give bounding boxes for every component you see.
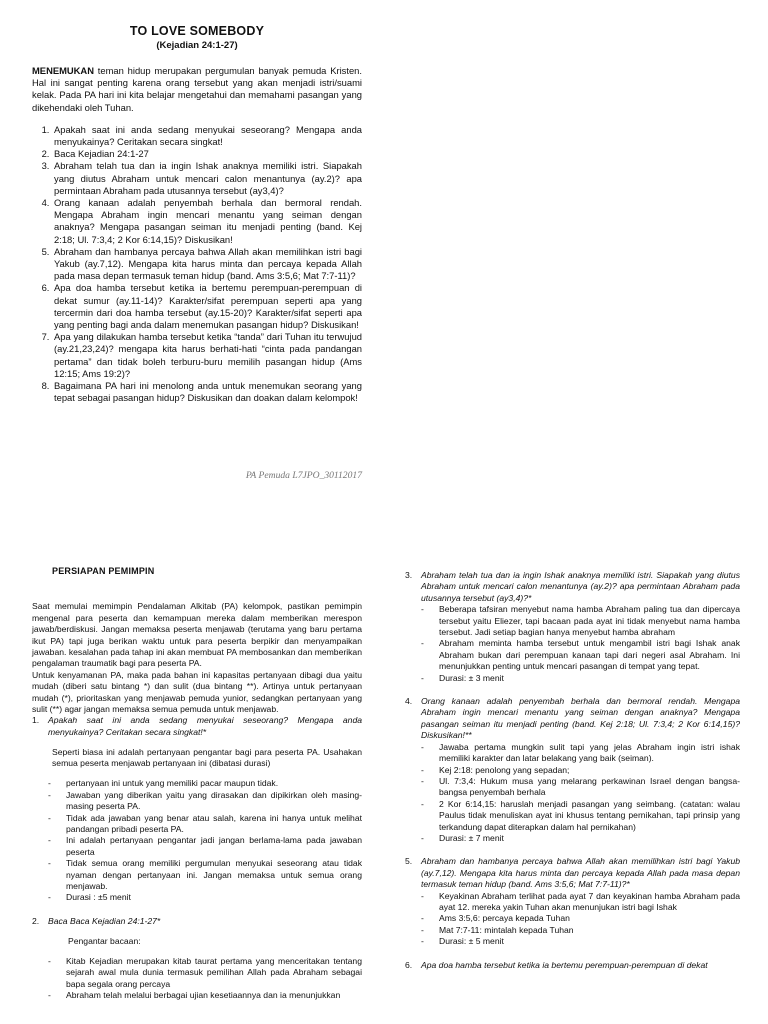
- item-notes: [48, 956, 362, 1002]
- note-bullet: - Kej 2:18: penolong yang sepadan;: [421, 765, 740, 776]
- item-number: 4.: [405, 696, 413, 707]
- scripture-reference: (Kejadian 24:1-27): [156, 40, 238, 51]
- question-item: 7. Apa yang dilakukan hamba tersebut ketika “tanda” dari Tuhan itu terwujud (ay.21,23,24)? mengapa kita harus berhati-hati “cinta pada pandangan pertama” dan tidak boleh terburu-buru memilih pasangan hidup (Ams 12:15; Ams 19:2)?: [52, 331, 362, 380]
- leader-notes-right: [405, 570, 740, 971]
- item-notes: [421, 891, 740, 948]
- note-bullet: - Durasi: ± 5 menit: [421, 936, 740, 947]
- item-number: 2.: [32, 915, 40, 926]
- leader-item: [32, 916, 362, 927]
- item-number: 1.: [32, 715, 40, 726]
- question-item: 3. Abraham telah tua dan ia ingin Ishak anaknya memiliki istri. Siapakah yang diutus Abraham untuk mencari calon menantunya (ay.2)? apa permintaan Abraham pada utusannya tersebut (ay3,4)?: [52, 160, 362, 197]
- note-bullet: - Mat 7:7-11: mintalah kepada Tuhan: [421, 925, 740, 936]
- leader-item: [405, 856, 740, 890]
- item-notes: [48, 778, 362, 903]
- note-bullet: - Durasi: ± 3 menit: [421, 673, 740, 684]
- leader-notes-left: [32, 566, 362, 1001]
- note-bullet: - 2 Kor 6:14,15: haruslah menjadi pasangan yang seimbang. (catatan: walau Paulus tidak menuliskan ayat ini khusus tentang pernikahan, tapi prinsip yang terkandung dapat diterapkan dalam hal pernikahan): [421, 799, 740, 833]
- question-item: 1. Apakah saat ini anda sedang menyukai seseorang? Mengapa anda menyukainya? Ceritakan secara singkat!: [52, 124, 362, 148]
- leader-heading: PERSIAPAN PEMIMPIN: [52, 566, 155, 576]
- note-bullet: - Ini adalah pertanyaan pengantar jadi jangan berlama-lama pada jawaban peserta: [48, 835, 362, 858]
- note-bullet: - Keyakinan Abraham terlihat pada ayat 7 dan keyakinan hamba Abraham pada ayat 12. mereka yakin Tuhan akan menunjukan istri bagi Ishak: [421, 891, 740, 914]
- question-item: 6. Apa doa hamba tersebut ketika ia bertemu perempuan-perempuan di dekat sumur (ay.11-14)? Karakter/sifat perempuan seperti apa yang tercermin dari doa hamba tersebut (ay.15-20)? Karakter/sifat seperti apa yang penting bagi anda dalam menemukan pasangan hidup? Diskusikan!: [52, 282, 362, 331]
- leader-item: [405, 570, 740, 604]
- item-question: Apa doa hamba tersebut ketika ia bertemu perempuan-perempuan di dekat: [421, 959, 708, 970]
- document-title: TO LOVE SOMEBODY: [129, 24, 265, 38]
- intro-lead-word: MENEMUKAN: [32, 65, 94, 76]
- intro-text: teman hidup merupakan pergumulan banyak pemuda Kristen. Hal ini sangat penting karena orang tersebut yang akan menjadi istri/suami kelak. Pada PA hari ini kita belajar mengetahui dan memahami pasangan yang dikehendaki oleh Tuhan.: [32, 65, 362, 113]
- question-item: 8. Bagaimana PA hari ini menolong anda untuk menemukan seorang yang tepat sebagai pasangan hidup? Diskusikan dan doakan dalam kelompok!: [52, 380, 362, 404]
- leader-item: [32, 715, 362, 738]
- item-notes: [421, 604, 740, 684]
- note-bullet: - Durasi : ±5 menit: [48, 892, 362, 903]
- item-number: 6.: [405, 959, 413, 970]
- item-question: Abraham telah tua dan ia ingin Ishak anaknya memiliki istri. Siapakah yang diutus Abraham untuk mencari calon menantunya (ay.2)? apa permintaan Abraham pada utusannya tersebut (ay3,4)?*: [421, 570, 740, 603]
- item-question: Baca Baca Kejadian 24:1-27*: [48, 915, 161, 926]
- note-bullet: - Jawaba pertama mungkin sulit tapi yang jelas Abraham ingin istri ishak memiliki karakter dan latar belakang yang baik (seiman).: [421, 742, 740, 765]
- note-bullet: - Abraham telah melalui berbagai ujian kesetiaannya dan ia menunjukkan: [48, 990, 362, 1001]
- note-bullet: - Beberapa tafsiran menyebut nama hamba Abraham paling tua dan dipercaya tersebut yaitu Eliezer, tapi bacaan pada ayat ini tidak menyebut nama hamba tersebut. Jadi setiap bagian hanya menyebut hamba abraham: [421, 604, 740, 638]
- note-bullet: - pertanyaan ini untuk yang memiliki pacar maupun tidak.: [48, 778, 362, 789]
- item-number: 5.: [405, 856, 413, 867]
- note-bullet: - Tidak semua orang memiliki pergumulan menyukai seseorang atau tidak nyaman dengan pertanyaan ini. Jangan memaksa untuk semua orang menjawab.: [48, 858, 362, 892]
- item-notes: [421, 742, 740, 845]
- intro-paragraph: [32, 65, 362, 114]
- question-item: 4. Orang kanaan adalah penyembah berhala dan bermoral rendah. Mengapa Abraham ingin mencari menantu yang seiman dengan anaknya? Mengapa pasangan seiman itu menjadi penting (band. Kej 2:18; Ul. 7:3,4; 2 Kor 6:14,15)? Diskusikan!: [52, 197, 362, 246]
- item-question: Abraham dan hambanya percaya bahwa Allah akan memilihkan istri bagi Yakub (ay.7,12). Mengapa kita harus minta dan percaya kepada Allah pada masa depan termasuk teman hidup (band. Ams 3:5,6; Mat 7:7-11)?*: [421, 856, 740, 890]
- leader-item: [405, 960, 740, 971]
- note-bullet: - Kitab Kejadian merupakan kitab taurat pertama yang menceritakan tentang sejarah awal mula dunia termasuk pemilihan Allah pada Abraham sebagai bapa segala orang percaya: [48, 956, 362, 990]
- note-bullet: - Durasi: ± 7 menit: [421, 833, 740, 844]
- leader-item: [405, 696, 740, 742]
- worksheet: [32, 24, 362, 404]
- question-item: 5. Abraham dan hambanya percaya bahwa Allah akan memilihkan istri bagi Yakub (ay.7,12). Mengapa kita harus minta dan percaya kepada Allah pada masa depan termasuk teman hidup (band. Ams 3:5,6; Mat 7:7-11)?: [52, 246, 362, 283]
- note-bullet: - Ams 3:5,6: percaya kepada Tuhan: [421, 913, 740, 924]
- item-intro: Seperti biasa ini adalah pertanyaan pengantar bagi para peserta PA. Usahakan semua peserta menjawab pertanyaan ini (dibatasi durasi): [52, 746, 362, 769]
- item-intro: Pengantar bacaan:: [68, 935, 141, 946]
- question-item: 2. Baca Kejadian 24:1-27: [52, 148, 362, 160]
- note-bullet: - Jawaban yang diberikan yaitu yang dirasakan dan dipikirkan oleh masing-masing peserta PA.: [48, 790, 362, 813]
- item-question: Apakah saat ini anda sedang menyukai seseorang? Mengapa anda menyukainya? Ceritakan secara singkat!*: [48, 715, 362, 737]
- footer-signature: PA Pemuda L7JPO_30112017: [245, 470, 362, 481]
- item-number: 3.: [405, 570, 413, 580]
- note-bullet: - Ul. 7:3,4: Hukum musa yang melarang perkawinan Israel dengan bangsa-bangsa penyembah berhala: [421, 776, 740, 799]
- note-bullet: - Tidak ada jawaban yang benar atau salah, karena ini hanya untuk melihat pandangan pribadi peserta PA.: [48, 813, 362, 836]
- leader-paragraph: Saat memulai memimpin Pendalaman Alkitab (PA) kelompok, pastikan pemimpin mengenal para peserta dan kemampuan mereka dalam memberikan merespon jawab/berdiskusi. Jangan memaksa peserta menjawab (terutama yang baru pertama ikut PA) tapi juga berikan waktu untuk para peserta berpikir dan menyampaikan jawaban. kesalahan pada tahap ini akan membuat PA membosankan dan memberikan pengalaman traumatik bagi para peserta PA.: [32, 601, 362, 669]
- question-list: [32, 124, 362, 405]
- note-bullet: - Abraham meminta hamba tersebut untuk mengambil istri bagi Ishak anak Abraham bukan dari perempuan kanaan tapi dari negeri asal Abraham. Ini menunjukkan penting untuk mencari pasangan di tempat yang tepat.: [421, 638, 740, 672]
- leader-paragraph: Untuk kenyamanan PA, maka pada bahan ini kapasitas pertanyaan dibagi dua yaitu mudah (diberi satu bintang *) dan sulit (dua bintang **). Artinya untuk pertanyaan mudah (*), prioritaskan yang menjawab pemuda yunior, sedangkan pertanyaan yang sulit (**) agar jangan memaksa semua pemuda untuk menjawab.: [32, 669, 362, 715]
- item-question: Orang kanaan adalah penyembah berhala dan bermoral rendah. Mengapa Abraham ingin mencari menantu yang seiman dengan anaknya? Mengapa pasangan seiman itu menjadi penting (band. Kej 2:18; Ul. 7:3,4; 2 Kor 6:14,15)? Diskusikan!**: [421, 696, 740, 741]
